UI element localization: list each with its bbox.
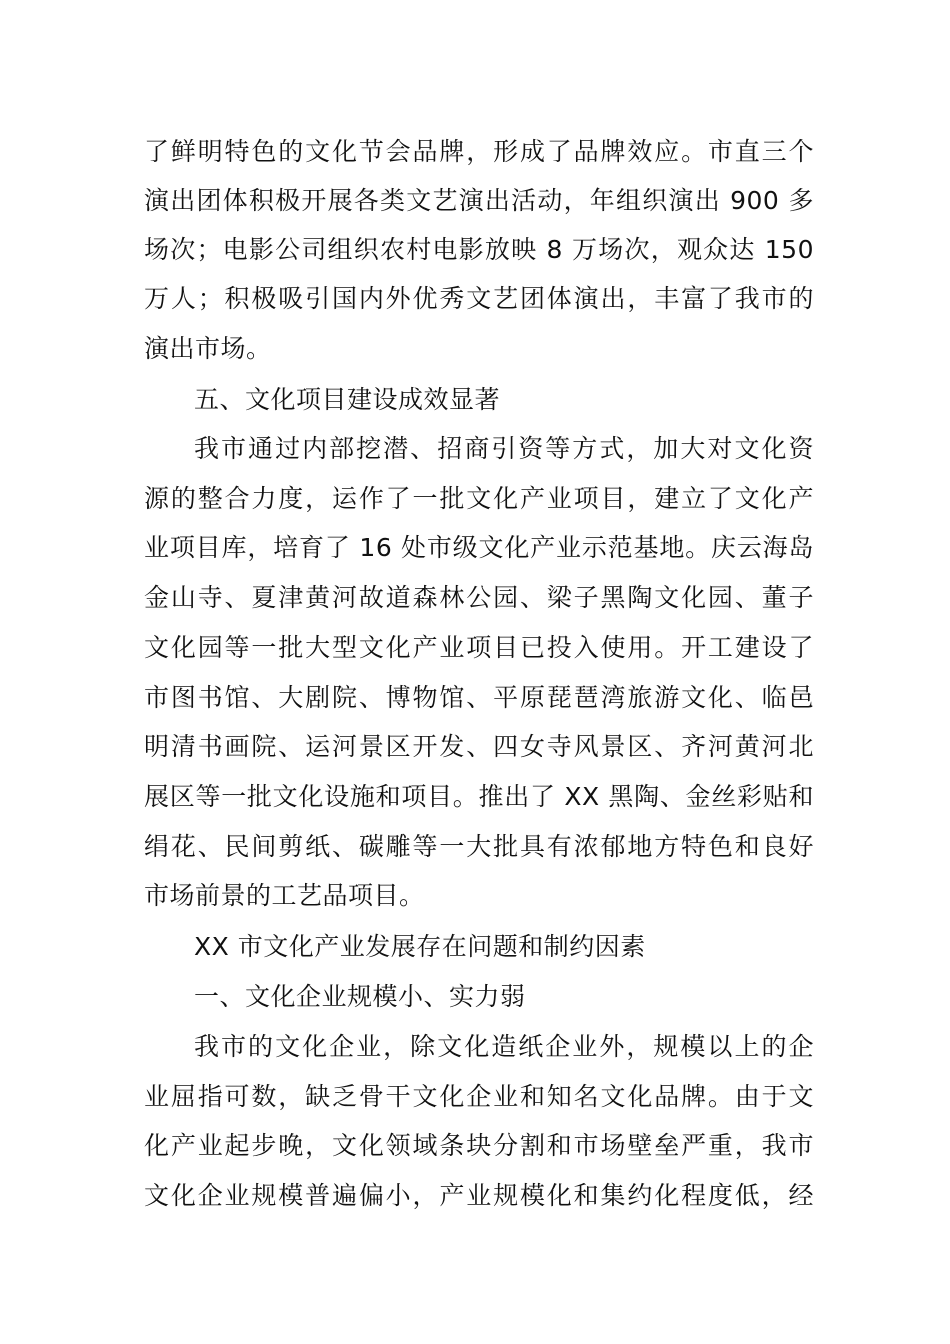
text-line: 业项目库，培育了 16 处市级文化产业示范基地。庆云海岛 (144, 533, 814, 562)
text-line: 演出团体积极开展各类文艺演出活动，年组织演出 900 多 (144, 186, 814, 215)
text-line: 文化园等一批大型文化产业项目已投入使用。开工建设了 (144, 633, 814, 662)
text-line: 市场前景的工艺品项目。 (144, 881, 425, 910)
text-line: 明清书画院、运河景区开发、四女寺风景区、齐河黄河北 (144, 732, 814, 761)
text-line: 源的整合力度，运作了一批文化产业项目，建立了文化产 (144, 484, 814, 513)
text-line: 万人；积极吸引国内外优秀文艺团体演出，丰富了我市的 (144, 284, 814, 313)
text-line: 展区等一批文化设施和项目。推出了 XX 黑陶、金丝彩贴和 (144, 782, 814, 811)
text-line: 金山寺、夏津黄河故道森林公园、梁子黑陶文化园、董子 (144, 583, 814, 612)
text-line: 绢花、民间剪纸、碳雕等一大批具有浓郁地方特色和良好 (144, 832, 814, 861)
text-line: 场次；电影公司组织农村电影放映 8 万场次，观众达 150 (144, 235, 814, 264)
text-line: 了鲜明特色的文化节会品牌，形成了品牌效应。市直三个 (144, 137, 814, 166)
text-line: 市图书馆、大剧院、博物馆、平原琵琶湾旅游文化、临邑 (144, 683, 814, 712)
text-line: 业屈指可数，缺乏骨干文化企业和知名文化品牌。由于文 (144, 1082, 814, 1111)
text-line: 文化企业规模普遍偏小，产业规模化和集约化程度低，经 (144, 1181, 814, 1210)
text-line: 我市的文化企业，除文化造纸企业外，规模以上的企 (194, 1032, 814, 1061)
text-line: 化产业起步晚，文化领域条块分割和市场壁垒严重，我市 (144, 1131, 814, 1160)
section-heading: 一、文化企业规模小、实力弱 (194, 982, 526, 1011)
section-heading: XX 市文化产业发展存在问题和制约因素 (194, 932, 646, 961)
text-line: 我市通过内部挖潜、招商引资等方式，加大对文化资 (194, 434, 814, 463)
text-line: 演出市场。 (144, 334, 272, 363)
section-heading: 五、文化项目建设成效显著 (194, 385, 501, 414)
